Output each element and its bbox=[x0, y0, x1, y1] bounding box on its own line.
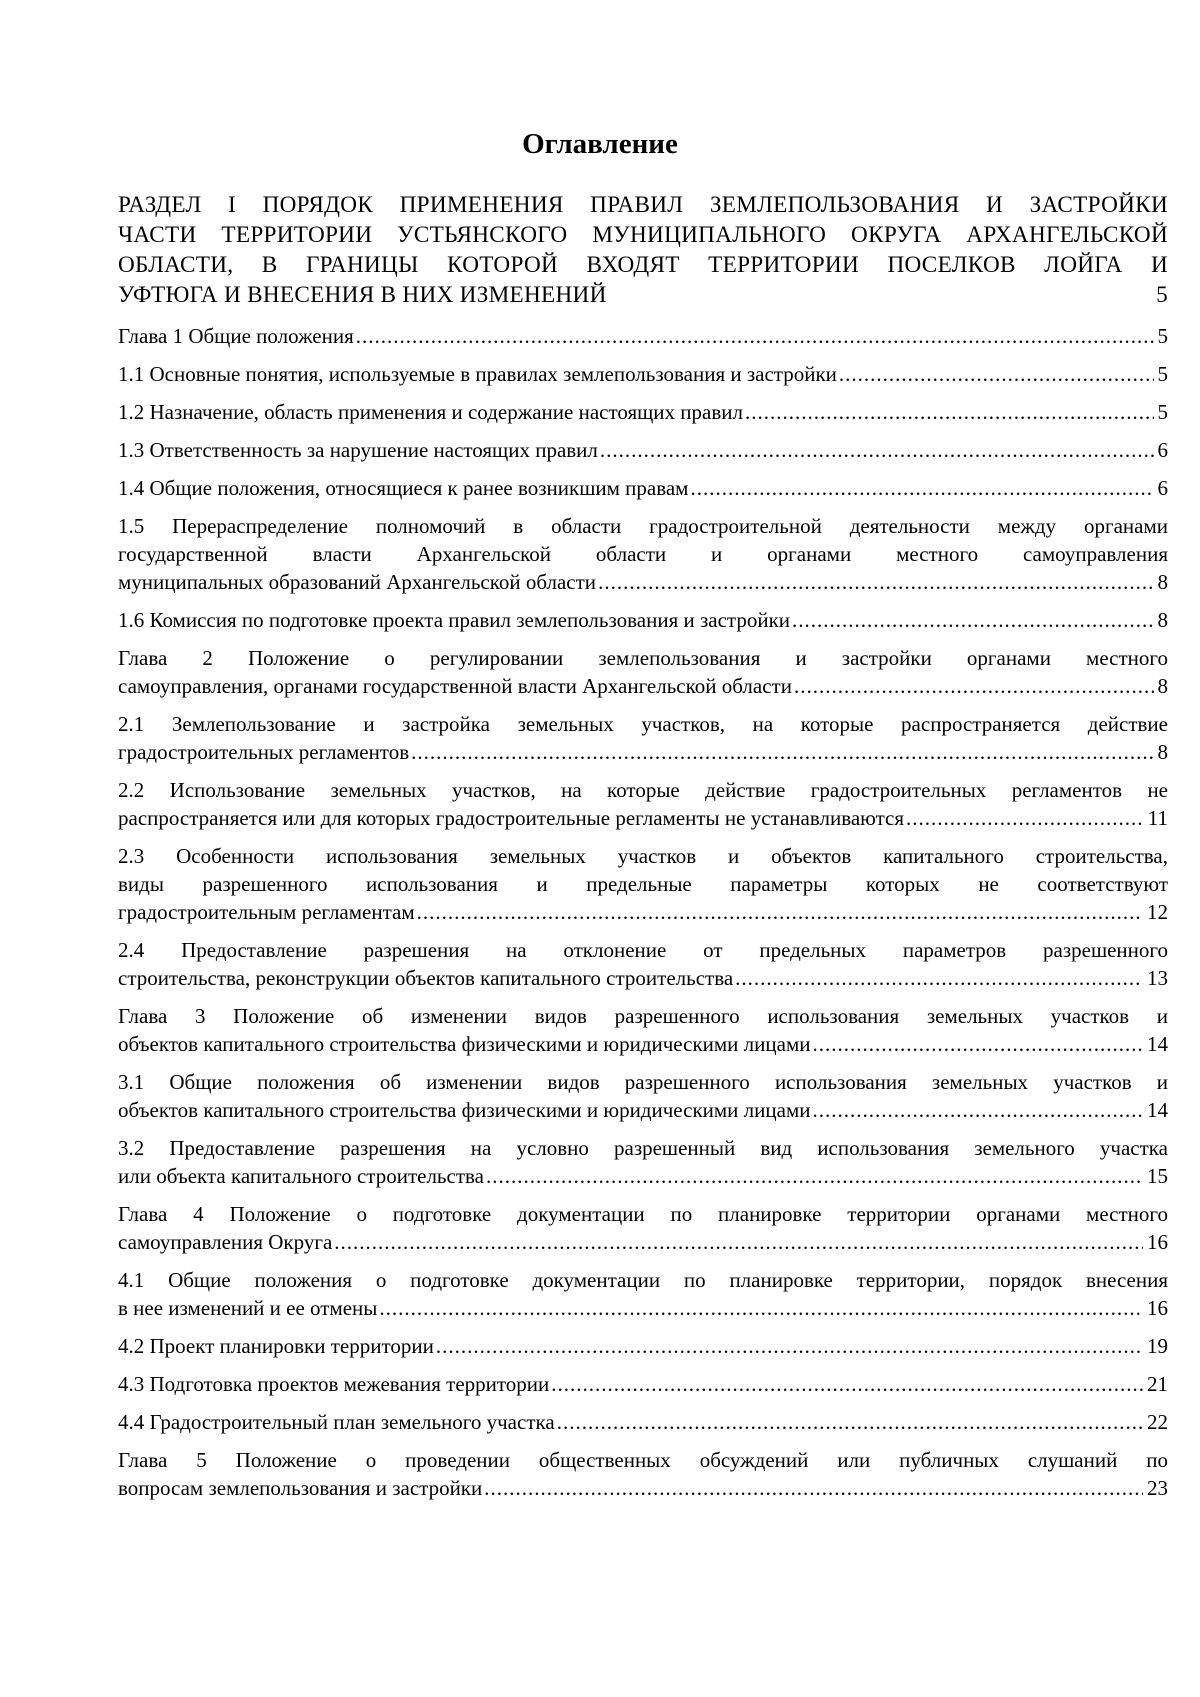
dot-leader bbox=[812, 1096, 1143, 1124]
toc-entry[interactable] bbox=[118, 936, 1168, 992]
toc-entry-line: Глава 2 Положение о регулировании землепользования и застройки органами местного bbox=[118, 646, 1168, 670]
toc-entry-last-line: распространяется или для которых градостроительные регламенты не устанавливаются bbox=[118, 806, 905, 830]
toc-entry[interactable] bbox=[118, 710, 1168, 766]
toc-entry-last-line: 4.2 Проект планировки территории bbox=[118, 1334, 434, 1358]
toc-entry[interactable] bbox=[118, 436, 1168, 464]
toc-entry[interactable] bbox=[118, 322, 1168, 350]
toc-entry-last-line: 4.4 Градостроительный план земельного участка bbox=[118, 1410, 555, 1434]
toc-entry[interactable] bbox=[118, 644, 1168, 700]
toc-entry-last-line: строительства, реконструкции объектов капитального строительства bbox=[118, 966, 734, 990]
toc-page-number: 8 bbox=[1157, 674, 1168, 698]
dot-leader bbox=[598, 568, 1153, 596]
toc-entry-last-line: объектов капитального строительства физическими и юридическими лицами bbox=[118, 1032, 811, 1056]
toc-entry-line: 2.1 Землепользование и застройка земельных участков, на которые распространяется действие bbox=[118, 712, 1168, 736]
toc-page-number: 12 bbox=[1147, 900, 1168, 924]
toc-entry[interactable] bbox=[118, 1200, 1168, 1256]
toc-page-number: 11 bbox=[1147, 806, 1168, 830]
toc-entry-line: Глава 5 Положение о проведении общественных обсуждений или публичных слушаний по bbox=[118, 1448, 1168, 1472]
dot-leader bbox=[484, 1474, 1143, 1502]
toc-page-number: 14 bbox=[1147, 1098, 1168, 1122]
toc-entry-line: 1.5 Перераспределение полномочий в области градостроительной деятельности между органами bbox=[118, 514, 1168, 538]
toc-entry[interactable] bbox=[118, 360, 1168, 388]
toc-entry[interactable] bbox=[118, 1068, 1168, 1124]
toc-page-number: 14 bbox=[1147, 1032, 1168, 1056]
toc-entry[interactable] bbox=[118, 776, 1168, 832]
dot-leader bbox=[379, 1294, 1143, 1322]
toc-entry-last-line: 1.2 Назначение, область применения и содержание настоящих правил bbox=[118, 400, 743, 424]
dot-leader bbox=[690, 474, 1153, 502]
toc-entry-last-line: самоуправления, органами государственной власти Архангельской области bbox=[118, 674, 792, 698]
toc-entry[interactable] bbox=[118, 474, 1168, 502]
toc-entry-line: 2.4 Предоставление разрешения на отклонение от предельных параметров разрешенного bbox=[118, 938, 1168, 962]
toc-entry-last-line: 1.3 Ответственность за нарушение настоящих правил bbox=[118, 438, 598, 462]
toc-entry-last-line: градостроительных регламентов bbox=[118, 740, 410, 764]
toc-page-number: 5 bbox=[1156, 282, 1168, 308]
dot-leader bbox=[792, 606, 1153, 634]
toc-page-number: 5 bbox=[1157, 362, 1168, 386]
dot-leader bbox=[417, 898, 1143, 926]
toc-entry-line: Глава 3 Положение об изменении видов разрешенного использования земельных участков и bbox=[118, 1004, 1168, 1028]
dot-leader bbox=[745, 398, 1154, 426]
toc-entry[interactable] bbox=[118, 1446, 1168, 1502]
toc-entry-line: Глава 4 Положение о подготовке документации по планировке территории органами местного bbox=[118, 1202, 1168, 1226]
toc-page-number: 8 bbox=[1157, 740, 1168, 764]
toc-entry-line: 2.3 Особенности использования земельных участков и объектов капитального строительства, bbox=[118, 844, 1168, 868]
toc-page-number: 13 bbox=[1147, 966, 1168, 990]
toc-entry-last-line: вопросам землепользования и застройки bbox=[118, 1476, 483, 1500]
toc-entry-last-line: или объекта капитального строительства bbox=[118, 1164, 484, 1188]
toc-page-number: 22 bbox=[1147, 1410, 1168, 1434]
toc-entry[interactable] bbox=[118, 1332, 1168, 1360]
dot-leader bbox=[906, 804, 1144, 832]
toc-entry-last-line: 1.6 Комиссия по подготовке проекта правил землепользования и застройки bbox=[118, 608, 791, 632]
toc-page-number: 16 bbox=[1147, 1230, 1168, 1254]
toc-entry[interactable] bbox=[118, 1266, 1168, 1322]
toc-entry-line: ЧАСТИ ТЕРРИТОРИИ УСТЬЯНСКОГО МУНИЦИПАЛЬНОГО ОКРУГА АРХАНГЕЛЬСКОЙ bbox=[118, 222, 1168, 248]
toc-entry-line: 3.2 Предоставление разрешения на условно разрешенный вид использования земельного участка bbox=[118, 1136, 1168, 1160]
dot-leader bbox=[735, 964, 1143, 992]
toc-entry-line: виды разрешенного использования и предельные параметры которых не соответствуют bbox=[118, 872, 1168, 896]
toc-entry-last-line: 4.3 Подготовка проектов межевания территории bbox=[118, 1372, 550, 1396]
dot-leader bbox=[436, 1332, 1143, 1360]
dot-leader bbox=[600, 436, 1154, 464]
dot-leader bbox=[486, 1162, 1143, 1190]
toc-page-number: 5 bbox=[1157, 324, 1168, 348]
toc-entry-last-line: объектов капитального строительства физическими и юридическими лицами bbox=[118, 1098, 811, 1122]
toc-page-number: 6 bbox=[1157, 476, 1168, 500]
dot-leader bbox=[839, 360, 1154, 388]
toc-page-number: 8 bbox=[1157, 570, 1168, 594]
toc-entry-line: РАЗДЕЛ I ПОРЯДОК ПРИМЕНЕНИЯ ПРАВИЛ ЗЕМЛЕПОЛЬЗОВАНИЯ И ЗАСТРОЙКИ bbox=[118, 192, 1168, 218]
toc-entry-last-line: Глава 1 Общие положения bbox=[118, 324, 354, 348]
toc-entry[interactable] bbox=[118, 512, 1168, 596]
toc-entry-last-line: самоуправления Округа bbox=[118, 1230, 333, 1254]
toc-entry-last-line: муниципальных образований Архангельской области bbox=[118, 570, 597, 594]
toc-entry-line: 4.1 Общие положения о подготовке документации по планировке территории, порядок внесения bbox=[118, 1268, 1168, 1292]
dot-leader bbox=[411, 738, 1153, 766]
toc-page-number: 5 bbox=[1157, 400, 1168, 424]
toc-entry-section[interactable] bbox=[118, 190, 1168, 310]
toc-page-number: 19 bbox=[1147, 1334, 1168, 1358]
toc-entry[interactable] bbox=[118, 606, 1168, 634]
toc-entry[interactable] bbox=[118, 398, 1168, 426]
toc-entry-line: 3.1 Общие положения об изменении видов разрешенного использования земельных участков и bbox=[118, 1070, 1168, 1094]
toc-title: Оглавление bbox=[522, 128, 678, 160]
toc-entry-last-line: УФТЮГА И ВНЕСЕНИЯ В НИХ ИЗМЕНЕНИЙ bbox=[118, 282, 607, 308]
toc-page-number: 8 bbox=[1157, 608, 1168, 632]
dot-leader bbox=[551, 1370, 1143, 1398]
toc-entry-last-line: в нее изменений и ее отмены bbox=[118, 1296, 378, 1320]
toc-page-number: 21 bbox=[1147, 1372, 1168, 1396]
toc-entry-line: ОБЛАСТИ, В ГРАНИЦЫ КОТОРОЙ ВХОДЯТ ТЕРРИТОРИИ ПОСЕЛКОВ ЛОЙГА И bbox=[118, 252, 1168, 278]
toc-entry[interactable] bbox=[118, 842, 1168, 926]
toc-entry-last-line: 1.1 Основные понятия, используемые в правилах землепользования и застройки bbox=[118, 362, 837, 386]
dot-leader bbox=[356, 322, 1154, 350]
dot-leader bbox=[812, 1030, 1143, 1058]
toc-entry[interactable] bbox=[118, 1370, 1168, 1398]
toc-page-number: 6 bbox=[1157, 438, 1168, 462]
toc-entry-line: государственной власти Архангельской области и органами местного самоуправления bbox=[118, 542, 1168, 566]
dot-leader bbox=[794, 672, 1154, 700]
toc-entry-last-line: 1.4 Общие положения, относящиеся к ранее возникшим правам bbox=[118, 476, 689, 500]
toc-page-number: 23 bbox=[1147, 1476, 1168, 1500]
dot-leader bbox=[334, 1228, 1143, 1256]
toc-page-number: 15 bbox=[1147, 1164, 1168, 1188]
toc-entry[interactable] bbox=[118, 1002, 1168, 1058]
toc-entry-last-line: градостроительным регламентам bbox=[118, 900, 415, 924]
toc-entry[interactable] bbox=[118, 1134, 1168, 1190]
table-of-contents bbox=[118, 190, 1168, 1512]
toc-entry-line: 2.2 Использование земельных участков, на которые действие градостроительных регламентов не bbox=[118, 778, 1168, 802]
toc-entry[interactable] bbox=[118, 1408, 1168, 1436]
dot-leader bbox=[557, 1408, 1143, 1436]
toc-page-number: 16 bbox=[1147, 1296, 1168, 1320]
